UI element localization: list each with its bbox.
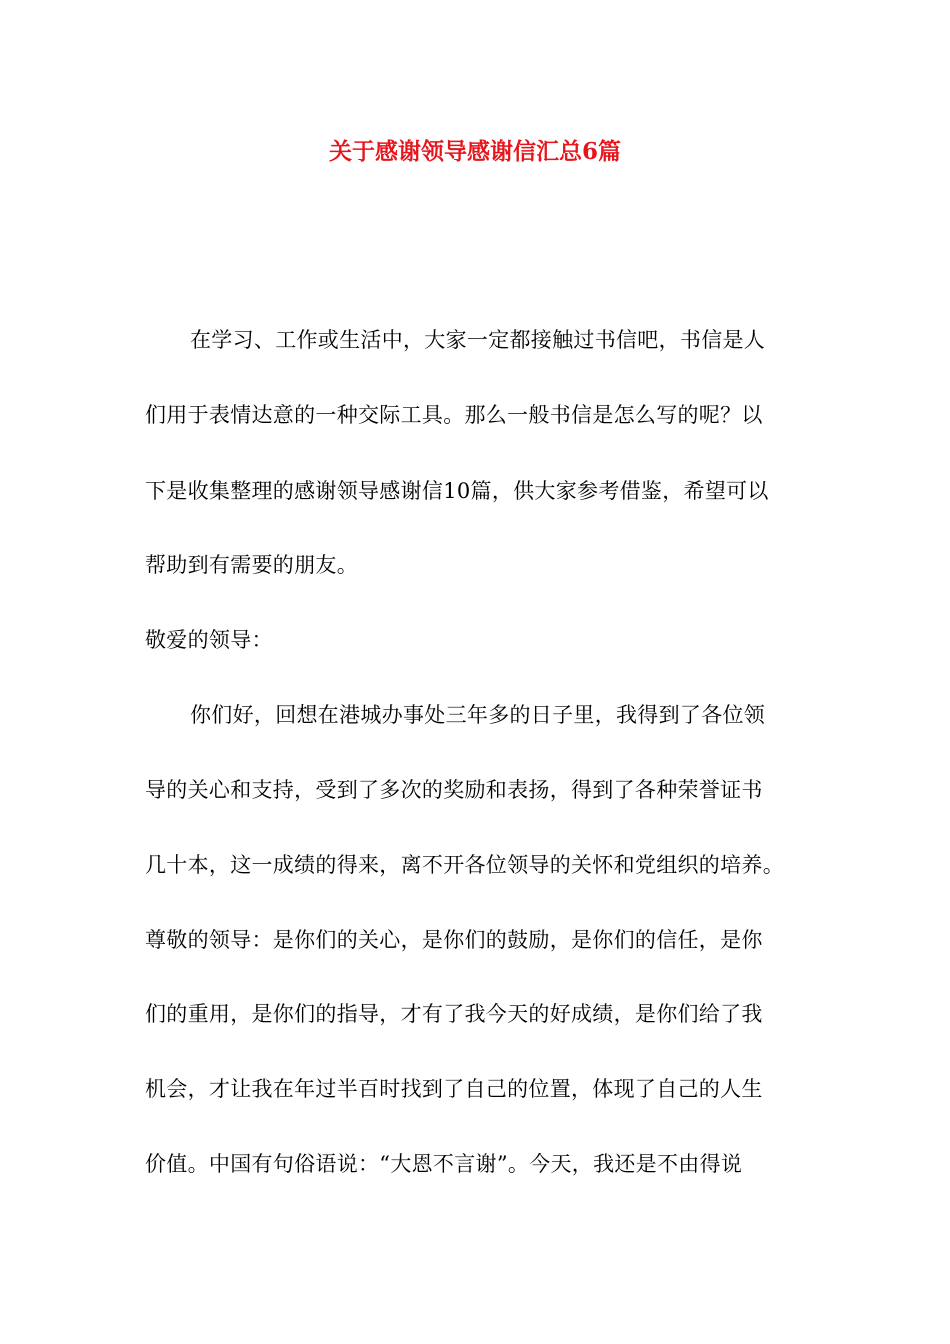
paragraph-line: 价值。中国有句俗语说：“大恩不言谢”。今天，我还是不由得说	[145, 1152, 743, 1176]
paragraph-line: 帮助到有需要的朋友。	[145, 553, 358, 577]
paragraph-line: 下是收集整理的感谢领导感谢信10篇，供大家参考借鉴，希望可以	[145, 479, 769, 503]
paragraph-line: 尊敬的领导：是你们的关心，是你们的鼓励，是你们的信任，是你	[145, 928, 763, 952]
paragraph-line: 在学习、工作或生活中，大家一定都接触过书信吧，书信是人	[190, 328, 766, 352]
document-title: 关于感谢领导感谢信汇总6篇	[328, 138, 621, 165]
paragraph-line: 们用于表情达意的一种交际工具。那么一般书信是怎么写的呢？以	[145, 403, 763, 427]
salutation-line: 敬爱的领导：	[145, 628, 273, 652]
paragraph-line: 几十本，这一成绩的得来，离不开各位领导的关怀和党组织的培养。	[145, 853, 784, 877]
paragraph-line: 们的重用，是你们的指导，才有了我今天的好成绩，是你们给了我	[145, 1002, 763, 1026]
paragraph-line: 导的关心和支持，受到了多次的奖励和表扬，得到了各种荣誉证书	[145, 778, 763, 802]
paragraph-line: 你们好，回想在港城办事处三年多的日子里，我得到了各位领	[190, 703, 766, 727]
paragraph-line: 机会，才让我在年过半百时找到了自己的位置，体现了自己的人生	[145, 1077, 763, 1101]
